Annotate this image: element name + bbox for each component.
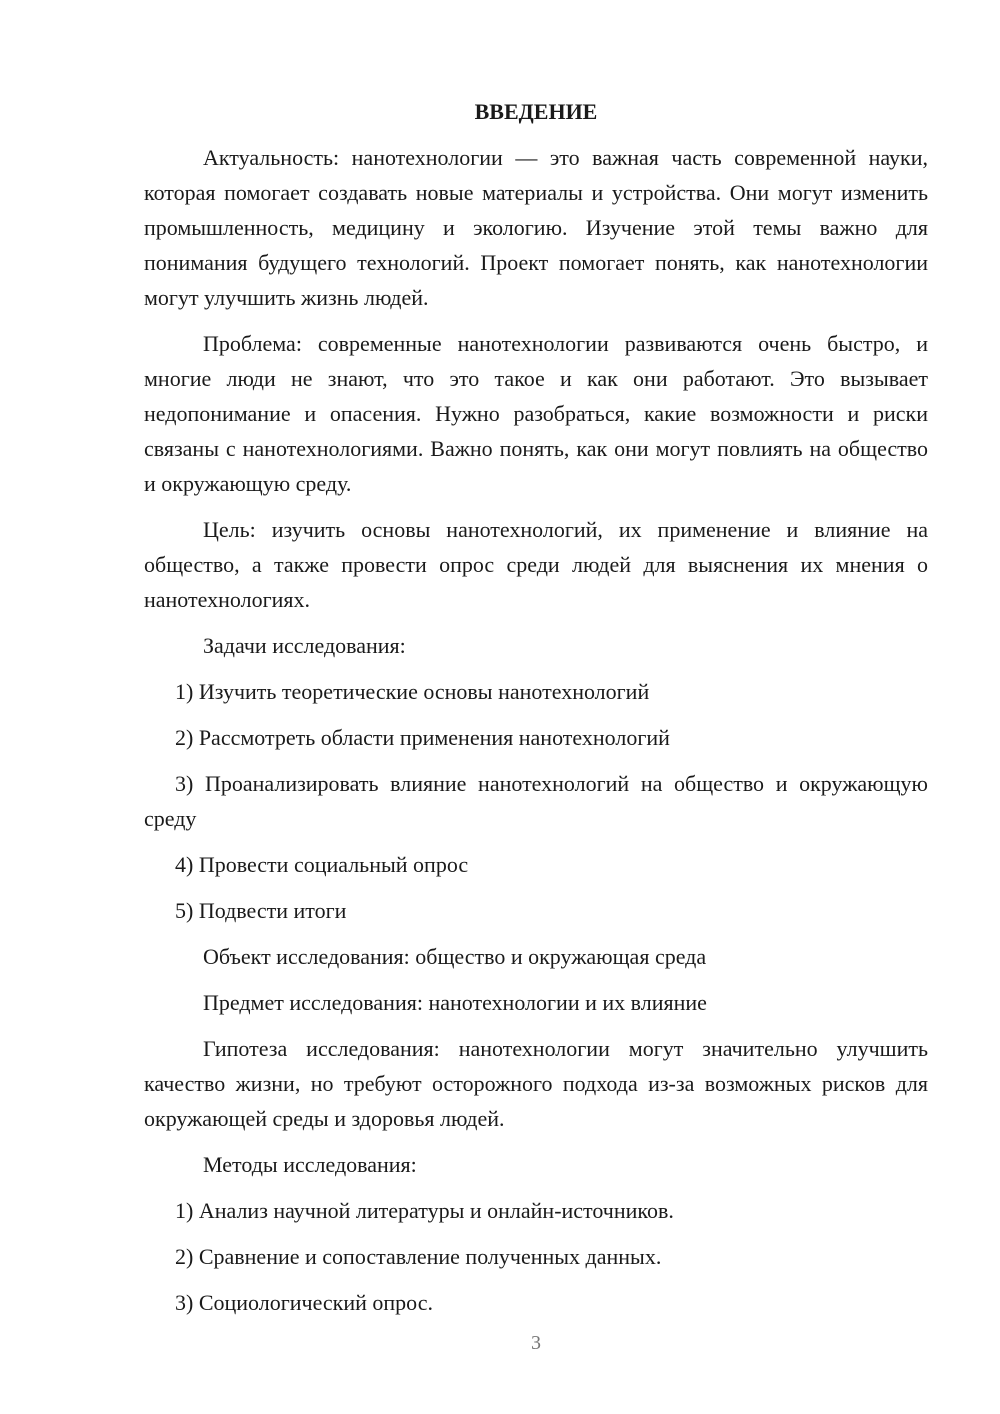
methods-heading: Методы исследования: [203, 1152, 417, 1177]
page-number: 3 [531, 1332, 541, 1354]
section-title: ВВЕДЕНИЕ [474, 99, 598, 124]
problem-paragraph: Проблема: современные нанотехнологии развиваются очень быстро, и многие люди не знают, что это такое и как они работают. Это вызывает недопонимание и опасения. Нужно разобраться, какие возможности и риски связаны с нанотехнологиями. Важно понять, как они могут повлиять на общество и окружающую среду. [144, 331, 928, 496]
method-item-3: 3) Социологический опрос. [175, 1290, 433, 1315]
tasks-heading: Задачи исследования: [203, 633, 406, 658]
relevance-paragraph: Актуальность: нанотехнологии — это важная часть современной науки, которая помогает создавать новые материалы и устройства. Они могут изменить промышленность, медицину и экологию. Изучение этой темы важно для понимания будущего технологий. Проект помогает понять, как нанотехнологии могут улучшить жизнь людей. [144, 145, 928, 310]
method-item-1: 1) Анализ научной литературы и онлайн-источников. [175, 1198, 674, 1223]
task-item-1: 1) Изучить теоретические основы нанотехнологий [175, 679, 650, 704]
document-page [144, 94, 928, 1331]
goal-paragraph: Цель: изучить основы нанотехнологий, их применение и влияние на общество, а также провести опрос среди людей для выяснения их мнения о нанотехнологиях. [144, 517, 928, 612]
task-item-5: 5) Подвести итоги [175, 898, 347, 923]
task-item-2: 2) Рассмотреть области применения нанотехнологий [175, 725, 670, 750]
task-item-4: 4) Провести социальный опрос [175, 852, 469, 877]
research-subject: Предмет исследования: нанотехнологии и их влияние [203, 990, 707, 1015]
research-object: Объект исследования: общество и окружающая среда [203, 944, 707, 969]
task-item-3: 3) Проанализировать влияние нанотехнологий на общество и окружающую среду [144, 771, 928, 831]
hypothesis-paragraph: Гипотеза исследования: нанотехнологии могут значительно улучшить качество жизни, но требуют осторожного подхода из-за возможных рисков для окружающей среды и здоровья людей. [144, 1036, 928, 1131]
method-item-2: 2) Сравнение и сопоставление полученных данных. [175, 1244, 662, 1269]
